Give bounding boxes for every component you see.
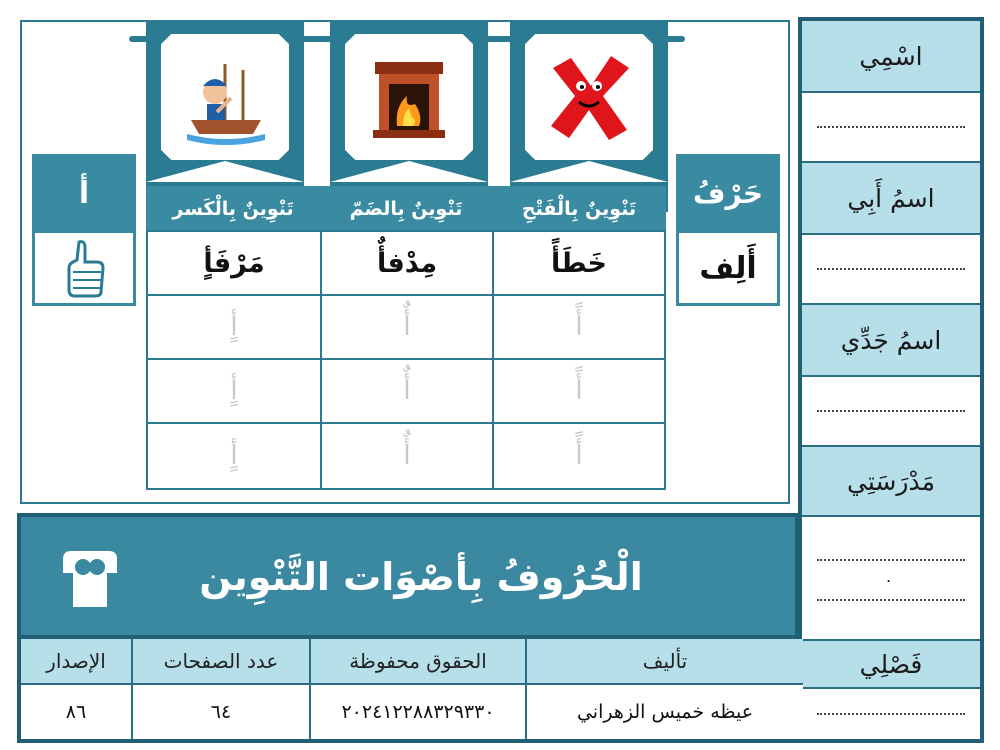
- class-dotted-line: [817, 713, 965, 715]
- example-cell-fatha: [492, 230, 666, 296]
- title-bar: [17, 513, 799, 639]
- red-x-mistake-icon: [525, 34, 653, 160]
- name-dotted-line: [817, 126, 965, 128]
- example-cell-kasra: [146, 230, 322, 296]
- school-dotted-line-2: [817, 599, 965, 601]
- left-box-letter: أ: [32, 154, 136, 232]
- grandfather-dotted-line: [817, 410, 965, 412]
- trace-letter: أٍ: [230, 376, 238, 406]
- edition-header: الإصدار: [21, 639, 133, 685]
- banner-fatha: [510, 22, 668, 212]
- banner-damma: [330, 22, 488, 212]
- example-word: خَطَأً: [551, 247, 607, 279]
- harbor-boy-ship-icon: [161, 34, 289, 160]
- banner-kasra: [146, 22, 304, 212]
- example-word: مِدْفأٌ: [376, 247, 438, 279]
- rights-value: ٢٠٢٤١٢٢٨٨٣٢٩٣٣٠: [311, 685, 527, 739]
- class-field[interactable]: [802, 689, 980, 739]
- school-dotted-line-1: [817, 559, 965, 561]
- father-name-field[interactable]: [802, 235, 980, 305]
- trace-letter: أٌ: [403, 441, 411, 471]
- author-value: عيظه خميس الزهراني: [527, 685, 803, 739]
- trace-letter: أٌ: [403, 376, 411, 406]
- trace-letter: أً: [575, 376, 583, 406]
- trace-cell[interactable]: [492, 294, 666, 360]
- column-heading-kasra: تَنْوِينٌ بِالْكَسر: [146, 186, 320, 232]
- thumbs-up-icon: [61, 238, 107, 298]
- school-dot: .: [886, 567, 892, 586]
- thumbs-up-box: [32, 230, 136, 306]
- pages-value: ٦٤: [133, 685, 311, 739]
- example-word: مَرْفَأٍ: [203, 247, 265, 279]
- trace-cell[interactable]: [320, 358, 494, 424]
- school-label: مَدْرَسَتِي: [802, 447, 980, 517]
- student-info-sidebar: [798, 17, 984, 743]
- publication-info-table: [17, 639, 799, 743]
- page-title: الْحُرُوفُ بِأصْوَات التَّنْوِين: [199, 555, 643, 599]
- school-field[interactable]: [802, 517, 980, 641]
- trace-letter: أً: [575, 312, 583, 342]
- trace-cell[interactable]: [146, 358, 322, 424]
- trace-cell[interactable]: [492, 422, 666, 490]
- edition-value: ٨٦: [21, 685, 133, 739]
- trace-cell[interactable]: [320, 294, 494, 360]
- name-field[interactable]: [802, 93, 980, 163]
- letter-name: أَلِف: [676, 230, 780, 306]
- trace-letter: أً: [575, 441, 583, 471]
- class-label: فَصْلِي: [802, 641, 980, 689]
- author-header: تأليف: [527, 639, 803, 685]
- grandfather-name-field[interactable]: [802, 377, 980, 447]
- worksheet-area: [20, 20, 790, 504]
- fireplace-icon: [345, 34, 473, 160]
- grandfather-name-label: اسمُ جَدِّي: [802, 305, 980, 377]
- column-heading-fatha: تَنْوِينٌ بِالْفَتْحِ: [492, 186, 666, 232]
- tshirt-logo-icon: [53, 545, 127, 611]
- rights-header: الحقوق محفوظة: [311, 639, 527, 685]
- trace-cell[interactable]: [492, 358, 666, 424]
- father-name-label: اسمُ أَبِي: [802, 163, 980, 235]
- trace-letter: أٍ: [230, 312, 238, 342]
- trace-letter: أٌ: [403, 312, 411, 342]
- trace-cell[interactable]: [146, 422, 322, 490]
- name-label: اسْمِي: [802, 21, 980, 93]
- trace-cell[interactable]: [320, 422, 494, 490]
- letter-box-heading: حَرْفُ: [676, 154, 780, 232]
- column-heading-damma: تَنْوِينٌ بِالضَمّ: [320, 186, 492, 232]
- trace-letter: أٍ: [230, 441, 238, 471]
- father-dotted-line: [817, 268, 965, 270]
- example-cell-damma: [320, 230, 494, 296]
- trace-cell[interactable]: [146, 294, 322, 360]
- pages-header: عدد الصفحات: [133, 639, 311, 685]
